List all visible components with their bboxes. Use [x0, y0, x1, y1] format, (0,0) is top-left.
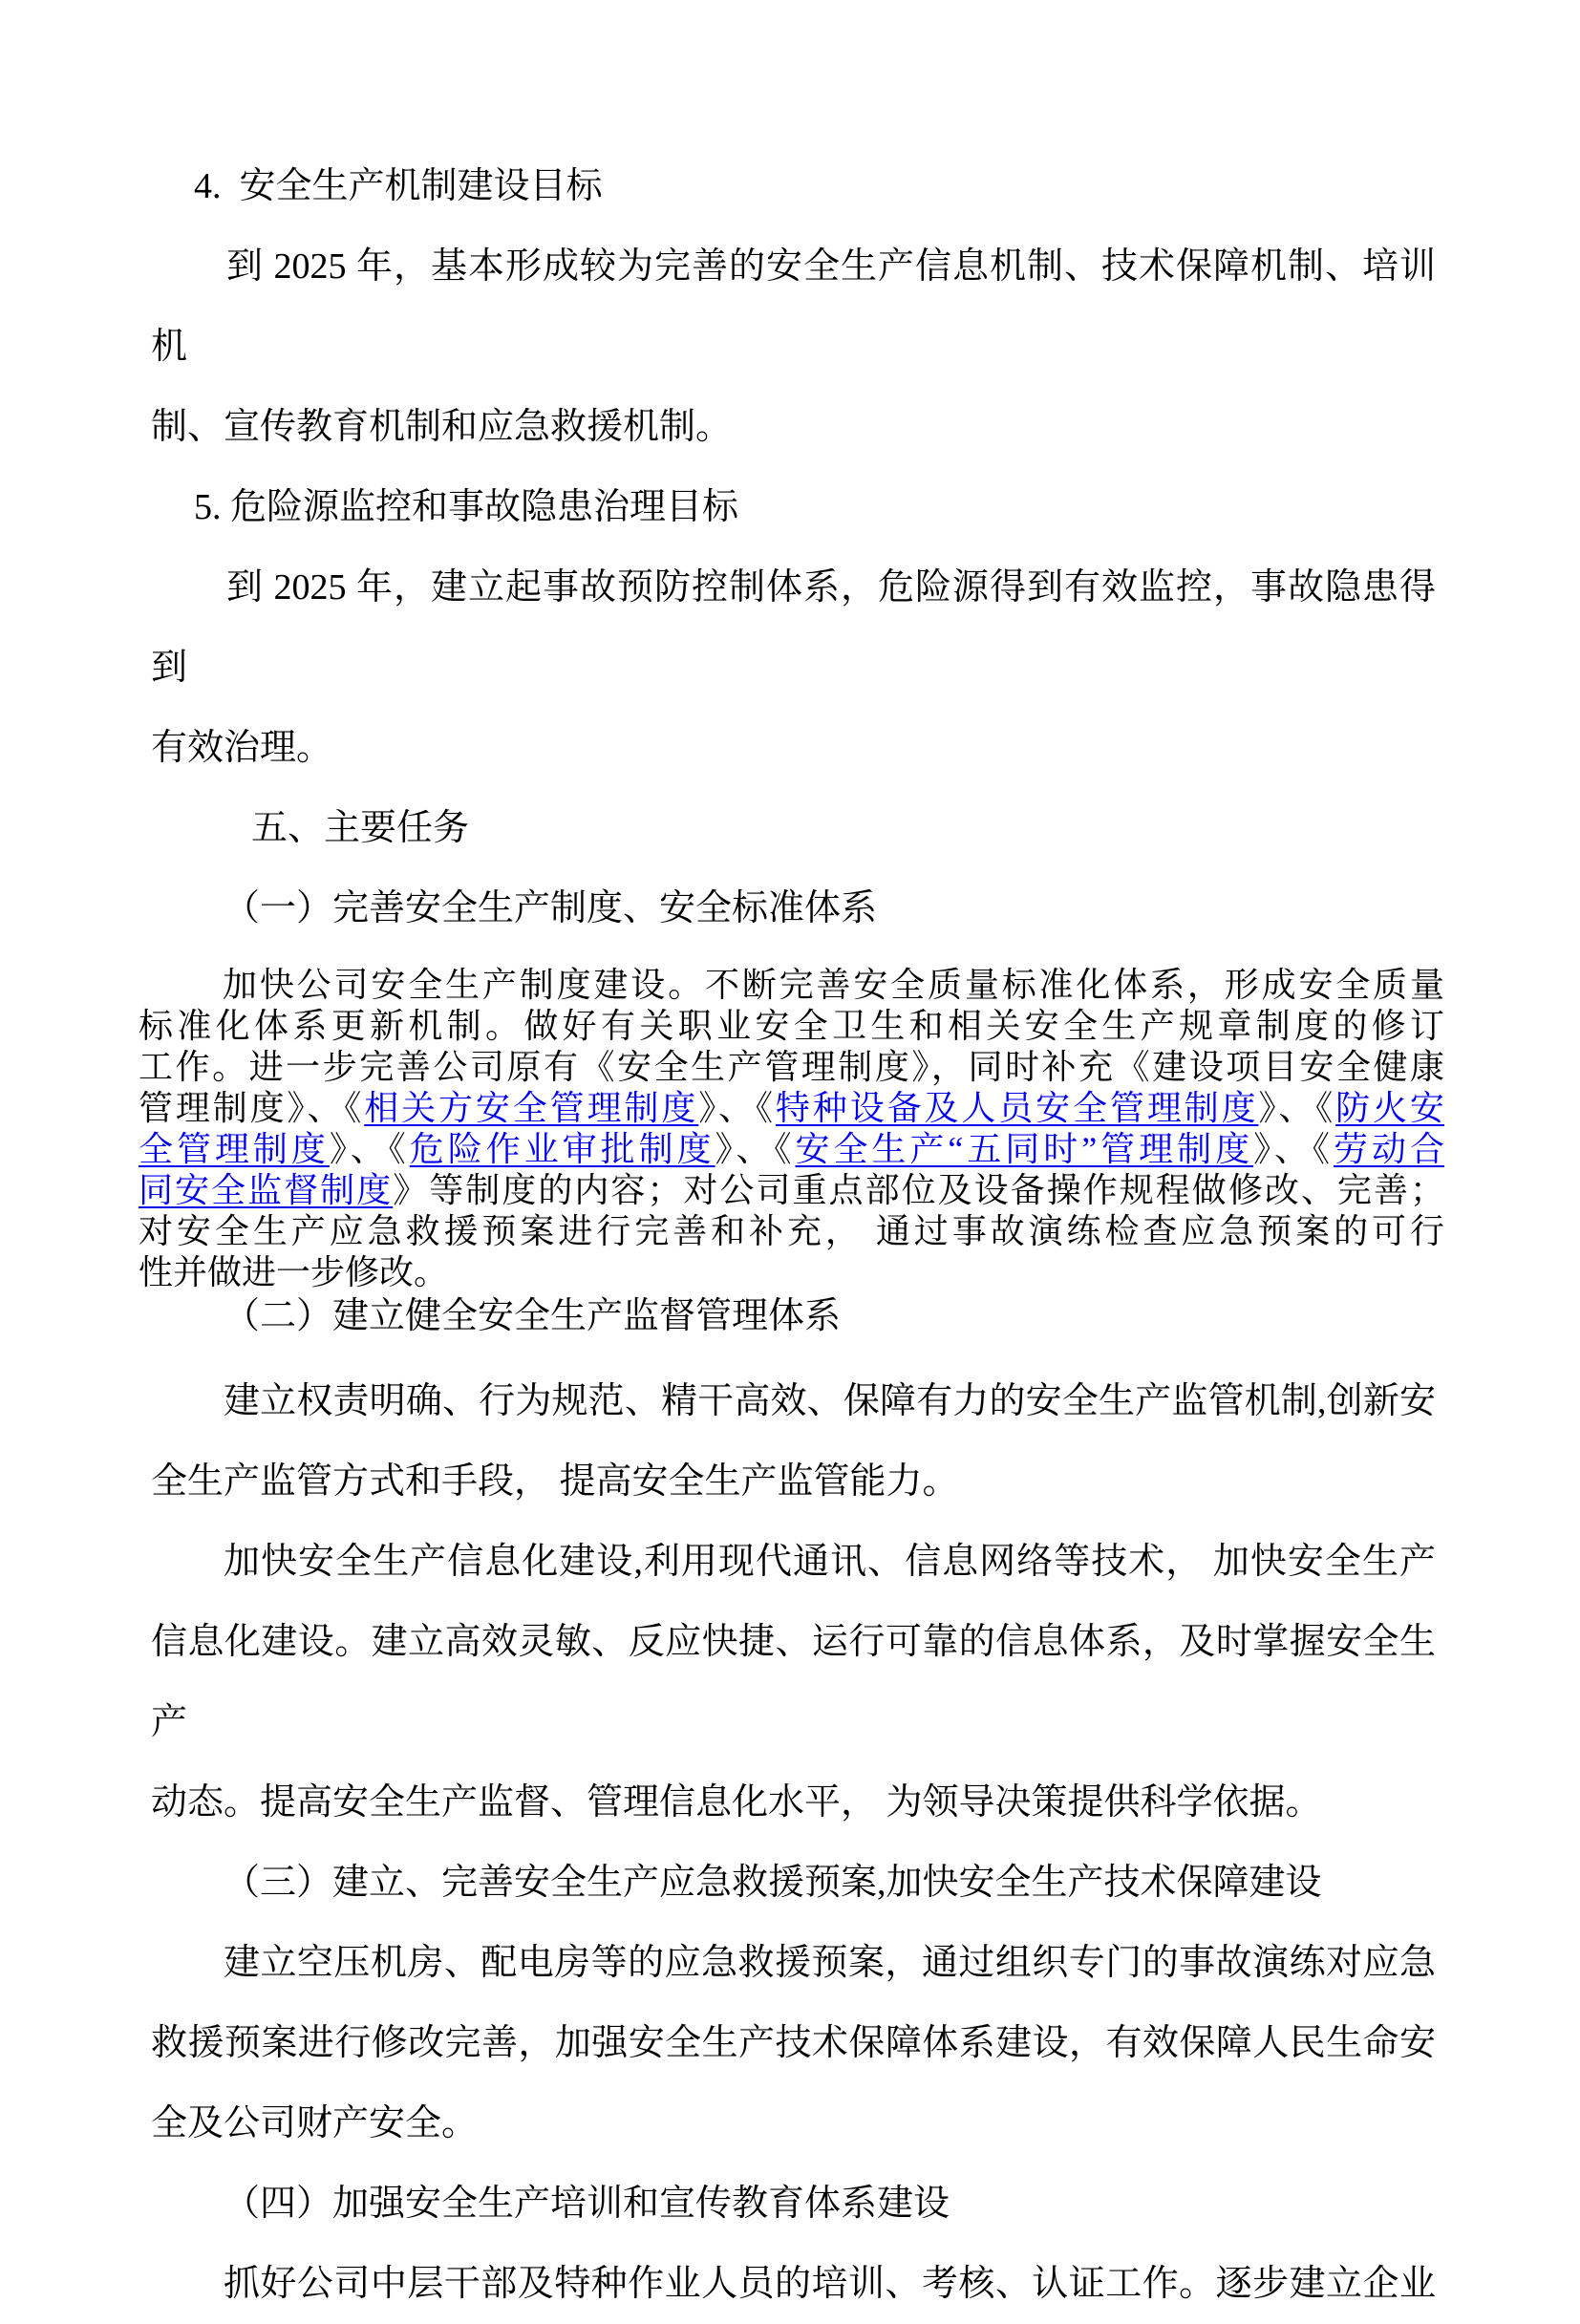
- heading-task-4: [151, 2164, 1436, 2244]
- heading-section-5: [151, 788, 1436, 868]
- text-line: [151, 1293, 1436, 1339]
- text-segment: 》等制度的内容；对公司重点部位及设备操作规程做修改、完善；: [393, 1171, 1444, 1209]
- text-line: [151, 788, 1436, 868]
- text-segment: （四）加强安全生产培训和宣传教育体系建设: [224, 2184, 950, 2224]
- document-link[interactable]: 相关方安全管理制度: [364, 1089, 699, 1127]
- text-line: [139, 965, 1444, 1006]
- text-line: [151, 2083, 1436, 2164]
- text-line: [151, 1602, 1436, 1762]
- text-line: [151, 1762, 1436, 1843]
- para-task-2b: [151, 1522, 1436, 1843]
- text-segment: 》、《: [1258, 1089, 1336, 1127]
- para-goal-5: [151, 547, 1436, 788]
- document-link[interactable]: 劳动合: [1334, 1130, 1444, 1168]
- text-segment: 标准化体系更新机制。做好有关职业安全卫生和相关安全生产规章制度的修订: [139, 1007, 1444, 1045]
- text-line: [151, 1441, 1436, 1522]
- heading-task-3: [151, 1843, 1436, 1923]
- heading-task-1: [151, 868, 1436, 949]
- text-segment: 动态。提高安全生产监督、管理信息化水平， 为领导决策提供科学依据。: [151, 1782, 1322, 1823]
- text-segment: 到 2025 年，基本形成较为完善的安全生产信息机制、技术保障机制、培训机: [151, 246, 1436, 367]
- text-segment: 五、主要任务: [251, 808, 470, 848]
- text-segment: 加快公司安全生产制度建设。不断完善安全质量标准化体系，形成安全质量: [223, 966, 1444, 1004]
- text-segment: 工作。进一步完善公司原有《安全生产管理制度》，同时补充《建设项目安全健康: [139, 1048, 1444, 1086]
- text-segment: 到 2025 年，建立起事故预防控制体系，危险源得到有效监控，事故隐患得到: [151, 567, 1436, 688]
- text-line: [151, 146, 1436, 226]
- text-line: [151, 547, 1436, 708]
- text-line: [151, 2003, 1436, 2083]
- text-line: [139, 1211, 1444, 1252]
- text-segment: 》、《: [715, 1130, 796, 1168]
- heading-goal-4: [151, 146, 1436, 226]
- text-segment: 管理制度》、《: [139, 1089, 365, 1127]
- heading-goal-5: [151, 467, 1436, 547]
- text-segment: （二）建立健全安全生产监督管理体系: [224, 1296, 842, 1336]
- text-line: [151, 387, 1436, 467]
- text-segment: 5. 危险源监控和事故隐患治理目标: [194, 487, 739, 527]
- text-line: [151, 2164, 1436, 2244]
- para-task-2a: [151, 1361, 1436, 1522]
- text-line: [151, 226, 1436, 387]
- para-task-3: [151, 1923, 1436, 2164]
- text-segment: 》、《: [1253, 1130, 1334, 1168]
- text-line: [139, 1170, 1444, 1211]
- text-line: [151, 1843, 1436, 1923]
- document-link[interactable]: 同安全监督制度: [139, 1171, 394, 1209]
- document-link[interactable]: 特种设备及人员安全管理制度: [775, 1089, 1259, 1127]
- text-segment: 加快安全生产信息化建设,利用现代通讯、信息网络等技术， 加快安全生产: [224, 1542, 1436, 1582]
- text-segment: 救援预案进行修改完善，加强安全生产技术保障体系建设，有效保障人民生命安: [151, 2023, 1436, 2063]
- text-segment: 对安全生产应急救援预案进行完善和补充， 通过事故演练检查应急预案的可行: [139, 1212, 1444, 1250]
- text-line: [151, 868, 1436, 949]
- text-line: [139, 1088, 1444, 1129]
- text-segment: 全生产监管方式和手段， 提高安全生产监管能力。: [151, 1461, 959, 1502]
- text-segment: 性并做进一步修改。: [139, 1253, 449, 1291]
- text-line: [151, 1361, 1436, 1441]
- text-line: [151, 708, 1436, 788]
- para-goal-4: [151, 226, 1436, 467]
- text-line: [139, 1047, 1444, 1088]
- text-segment: 》、《: [329, 1130, 410, 1168]
- text-line: [151, 2244, 1436, 2324]
- document-link[interactable]: 全管理制度: [139, 1130, 330, 1168]
- text-segment: 4. 安全生产机制建设目标: [194, 166, 603, 206]
- text-line: [139, 1129, 1444, 1170]
- text-line: [151, 1923, 1436, 2003]
- document-link[interactable]: 危险作业审批制度: [409, 1130, 715, 1168]
- text-segment: 信息化建设。建立高效灵敏、反应快捷、运行可靠的信息体系，及时掌握安全生产: [151, 1622, 1436, 1742]
- text-segment: 建立权责明确、行为规范、精干高效、保障有力的安全生产监管机制,创新安: [224, 1381, 1436, 1421]
- heading-task-2: [151, 1293, 1436, 1339]
- text-segment: （三）建立、完善安全生产应急救援预案,加快安全生产技术保障建设: [224, 1863, 1322, 1903]
- text-segment: 制、宣传教育机制和应急救援机制。: [151, 407, 733, 447]
- text-line: [151, 1522, 1436, 1602]
- text-line: [139, 1006, 1444, 1047]
- text-segment: 》、《: [698, 1089, 776, 1127]
- text-segment: 建立空压机房、配电房等的应急救援预案，通过组织专门的事故演练对应急: [224, 1943, 1436, 1983]
- para-task-4: [151, 2244, 1436, 2324]
- text-segment: 有效治理。: [151, 728, 333, 768]
- para-task-1: [139, 965, 1444, 1293]
- text-segment: （一）完善安全生产制度、安全标准体系: [224, 888, 878, 928]
- document-link[interactable]: 防火安: [1335, 1089, 1444, 1127]
- document-link[interactable]: 安全生产“五同时”管理制度: [795, 1130, 1254, 1168]
- document-content: [139, 146, 1444, 2324]
- text-segment: 全及公司财产安全。: [151, 2103, 479, 2143]
- text-segment: 抓好公司中层干部及特种作业人员的培训、考核、认证工作。逐步建立企业: [224, 2264, 1436, 2304]
- text-line: [151, 467, 1436, 547]
- text-line: [139, 1252, 1444, 1293]
